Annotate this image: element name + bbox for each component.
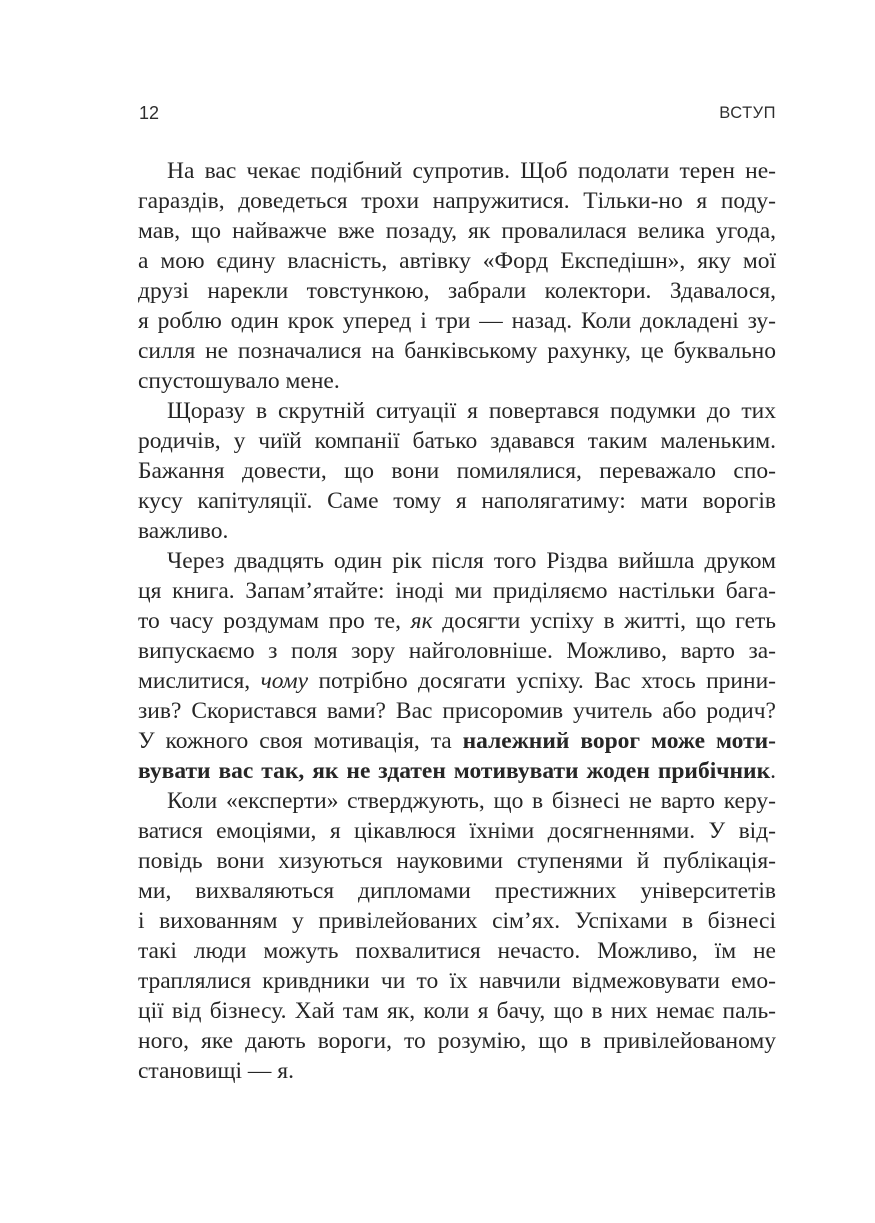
text-segment: я роблю один крок уперед і три — назад. Коли докладені зу- <box>138 308 776 334</box>
text-segment: ції від бізнесу. Хай там як, коли я бачу, що в них немає паль- <box>138 998 776 1024</box>
text-line <box>138 696 776 726</box>
text-segment: кусу капітуляції. Саме тому я наполягатиму: мати ворогів <box>138 488 776 514</box>
text-line <box>138 666 776 696</box>
paragraph <box>138 156 776 396</box>
text-line <box>138 156 776 186</box>
paragraph <box>138 396 776 546</box>
text-segment: потрібно досягати успіху. Вас хтось прини- <box>308 668 776 694</box>
text-line <box>138 936 776 966</box>
text-segment: родичів, у чиїй компанії батько здавався таким маленьким. <box>138 428 776 454</box>
text-segment: силля не позначалися на банківському рахунку, це буквально <box>138 338 776 364</box>
text-segment: У кожного своя мотивація, та <box>138 728 463 754</box>
text-line <box>138 186 776 216</box>
text-segment: гараздів, доведеться трохи напружитися. Тільки-но я поду- <box>138 188 776 214</box>
text-line <box>138 756 776 786</box>
running-head <box>139 103 776 125</box>
text-segment: становищі — я. <box>138 1058 294 1084</box>
text-line <box>138 906 776 936</box>
text-line <box>138 396 776 426</box>
text-segment: зив? Скористався вами? Вас присоромив учитель або родич? <box>138 698 776 724</box>
text-segment: то часу роздумам про те, <box>138 608 411 634</box>
text-segment-bold: належний ворог може моти- <box>462 728 776 754</box>
text-segment-italic: чому <box>260 668 309 694</box>
text-line <box>138 786 776 816</box>
text-segment: мислитися, <box>138 668 261 694</box>
text-line <box>138 426 776 456</box>
text-segment: На вас чекає подібний супротив. Щоб подолати терен не- <box>167 158 776 184</box>
text-segment: мав, що найважче вже позаду, як провалилася велика угода, <box>138 218 776 244</box>
text-line <box>138 336 776 366</box>
text-line <box>138 726 776 756</box>
text-segment-bold: вувати вас так, як не здатен мотивувати жоден прибічник <box>138 758 771 784</box>
text-segment: ного, яке дають вороги, то розумію, що в привілейованому <box>138 1028 776 1054</box>
page-number: 12 <box>139 103 160 123</box>
text-line <box>138 966 776 996</box>
text-line <box>138 996 776 1026</box>
text-segment: ми, вихваляються дипломами престижних університетів <box>138 878 776 904</box>
text-line <box>138 606 776 636</box>
text-segment: і вихованням у привілейованих сім’ях. Успіхами в бізнесі <box>138 908 776 934</box>
paragraph <box>138 546 776 786</box>
text-segment-italic: як <box>410 608 433 634</box>
text-segment: Коли «експерти» стверджують, що в бізнесі не варто керу- <box>167 788 776 814</box>
text-line <box>138 246 776 276</box>
text-segment: спустошувало мене. <box>138 368 340 394</box>
text-segment: траплялися кривдники чи то їх навчили відмежовувати емо- <box>138 968 776 994</box>
text-line <box>138 216 776 246</box>
text-line <box>138 366 776 396</box>
text-line <box>138 516 776 546</box>
text-line <box>138 876 776 906</box>
text-segment: а мою єдину власність, автівку «Форд Експедішн», яку мої <box>138 248 776 274</box>
text-segment: ватися емоціями, я цікавлюся їхніми досягненнями. У від- <box>138 818 776 844</box>
text-line <box>138 306 776 336</box>
text-segment: важливо. <box>138 518 229 544</box>
text-line <box>138 486 776 516</box>
text-line <box>138 276 776 306</box>
text-segment: Через двадцять один рік після того Різдва вийшла друком <box>167 548 776 574</box>
text-line <box>138 546 776 576</box>
text-segment: випускаємо з поля зору найголовніше. Можливо, варто за- <box>138 638 776 664</box>
text-segment: друзі нарекли товстункою, забрали колектори. Здавалося, <box>138 278 776 304</box>
text-segment: Щоразу в скрутній ситуації я повертався подумки до тих <box>167 398 776 424</box>
text-line <box>138 636 776 666</box>
text-segment: Бажання довести, що вони помилялися, переважало спо- <box>138 458 776 484</box>
text-segment: досягти успіху в житті, що геть <box>432 608 777 634</box>
text-line <box>138 816 776 846</box>
paragraph <box>138 786 776 1086</box>
text-block <box>138 156 776 1086</box>
text-line <box>138 576 776 606</box>
text-segment: такі люди можуть похвалитися нечасто. Можливо, їм не <box>138 938 776 964</box>
text-line <box>138 456 776 486</box>
text-line <box>138 1056 776 1086</box>
text-line <box>138 1026 776 1056</box>
text-segment: повідь вони хизуються науковими ступенями й публікація- <box>138 848 776 874</box>
text-segment: ця книга. Запам’ятайте: іноді ми приділяємо настільки бага- <box>138 578 776 604</box>
section-title: ВСТУП <box>719 104 776 122</box>
text-line <box>138 846 776 876</box>
text-segment: . <box>770 758 776 784</box>
